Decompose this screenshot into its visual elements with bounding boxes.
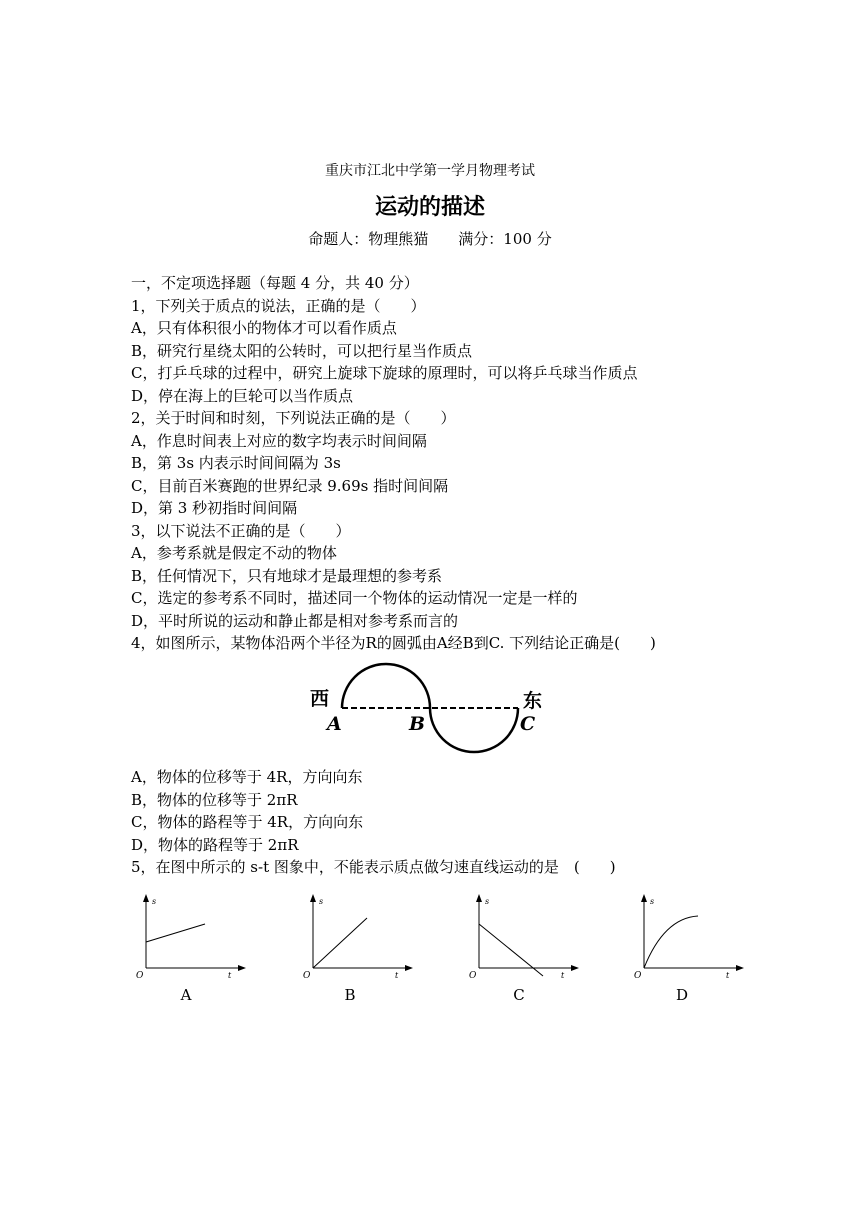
q3-option-d: D，平时所说的运动和静止都是相对参考系而言的 xyxy=(131,611,459,630)
label-point-b: B xyxy=(409,713,426,735)
q5-graphs xyxy=(130,890,750,1010)
author: 命题人：物理熊猫 xyxy=(308,230,429,248)
q4-option-c: C，物体的路程等于 4R，方向向东 xyxy=(131,813,364,831)
s-axis-arrow xyxy=(641,894,647,902)
school-exam-name: 重庆市江北中学第一学月物理考试 xyxy=(325,163,535,179)
s-axis-arrow xyxy=(143,894,149,902)
s-axis-label: s xyxy=(650,897,655,906)
origin-label: O xyxy=(136,971,144,980)
q4-option-b: B，物体的位移等于 2πR xyxy=(131,790,298,809)
t-axis-arrow xyxy=(238,965,246,971)
t-axis-label: t xyxy=(726,971,730,980)
upper-semicircle xyxy=(342,664,430,708)
s-axis-label: s xyxy=(485,897,490,906)
q4-option-a: A，物体的位移等于 4R，方向向东 xyxy=(131,768,363,786)
graph-label-b: B xyxy=(344,986,356,1004)
s-axis-label: s xyxy=(152,897,157,906)
lower-semicircle xyxy=(430,708,518,752)
t-axis-arrow xyxy=(405,965,413,971)
q5-stem: 5，在图中所示的 s-t 图象中，不能表示质点做匀速直线运动的是 ( ) xyxy=(131,858,616,876)
t-axis-arrow xyxy=(571,965,579,971)
t-axis-label: t xyxy=(395,971,399,980)
label-east: 东 xyxy=(523,690,543,712)
s-axis-label: s xyxy=(319,897,324,906)
q4-stem: 4，如图所示，某物体沿两个半径为R的圆弧由A经B到C. 下列结论正确是( ) xyxy=(131,634,656,652)
origin-label: O xyxy=(469,971,477,980)
curve-d xyxy=(644,916,698,968)
label-west: 西 xyxy=(310,688,330,710)
graph-b xyxy=(297,890,417,980)
graph-d xyxy=(628,890,748,980)
curve-a xyxy=(146,924,205,942)
q3-option-a: A，参考系就是假定不动的物体 xyxy=(131,544,337,562)
q2-option-c: C，目前百米赛跑的世界纪录 9.69s 指时间间隔 xyxy=(131,476,449,495)
graph-label-a: A xyxy=(180,986,192,1004)
q3-option-b: B，任何情况下，只有地球才是最理想的参考系 xyxy=(131,566,443,585)
q2-option-d: D，第 3 秒初指时间间隔 xyxy=(131,499,298,517)
t-axis-label: t xyxy=(561,971,565,980)
label-point-c: C xyxy=(520,713,536,735)
q4-arc-figure xyxy=(300,660,560,770)
q3-option-c: C，选定的参考系不同时，描述同一个物体的运动情况一定是一样的 xyxy=(131,589,578,607)
s-axis-arrow xyxy=(476,894,482,902)
section-heading: 一，不定项选择题（每题 4 分，共 40 分） xyxy=(131,274,419,292)
questions-1-4 xyxy=(131,272,771,655)
graph-label-c: C xyxy=(513,986,525,1004)
origin-label: O xyxy=(303,971,311,980)
q1-option-a: A，只有体积很小的物体才可以看作质点 xyxy=(131,319,397,337)
graph-label-d: D xyxy=(675,986,689,1004)
label-point-a: A xyxy=(327,713,342,735)
author-line xyxy=(0,228,860,249)
q4-option-d: D，物体的路程等于 2πR xyxy=(131,835,299,854)
q2-option-b: B，第 3s 内表示时间间隔为 3s xyxy=(131,454,341,472)
origin-label: O xyxy=(634,971,642,980)
q2-option-a: A，作息时间表上对应的数字均表示时间间隔 xyxy=(131,431,427,450)
s-axis-arrow xyxy=(310,894,316,902)
curve-b xyxy=(313,918,367,968)
q1-option-c: C，打乒乓球的过程中，研究上旋球下旋球的原理时，可以将乒乓球当作质点 xyxy=(131,364,638,382)
graph-a xyxy=(130,890,250,980)
questions-4-5 xyxy=(131,766,771,879)
q1-option-b: B，研究行星绕太阳的公转时，可以把行星当作质点 xyxy=(131,341,473,360)
q1-option-d: D，停在海上的巨轮可以当作质点 xyxy=(131,386,354,405)
q1-stem: 1，下列关于质点的说法，正确的是（ ） xyxy=(131,296,426,315)
q2-stem: 2，关于时间和时刻，下列说法正确的是（ ） xyxy=(131,409,456,427)
q3-stem: 3，以下说法不正确的是（ ） xyxy=(131,521,351,540)
full-score: 满分：100 分 xyxy=(458,230,552,248)
t-axis-label: t xyxy=(228,971,232,980)
page-title: 运动的描述 xyxy=(374,195,485,220)
t-axis-arrow xyxy=(736,965,744,971)
graph-c xyxy=(463,890,583,980)
